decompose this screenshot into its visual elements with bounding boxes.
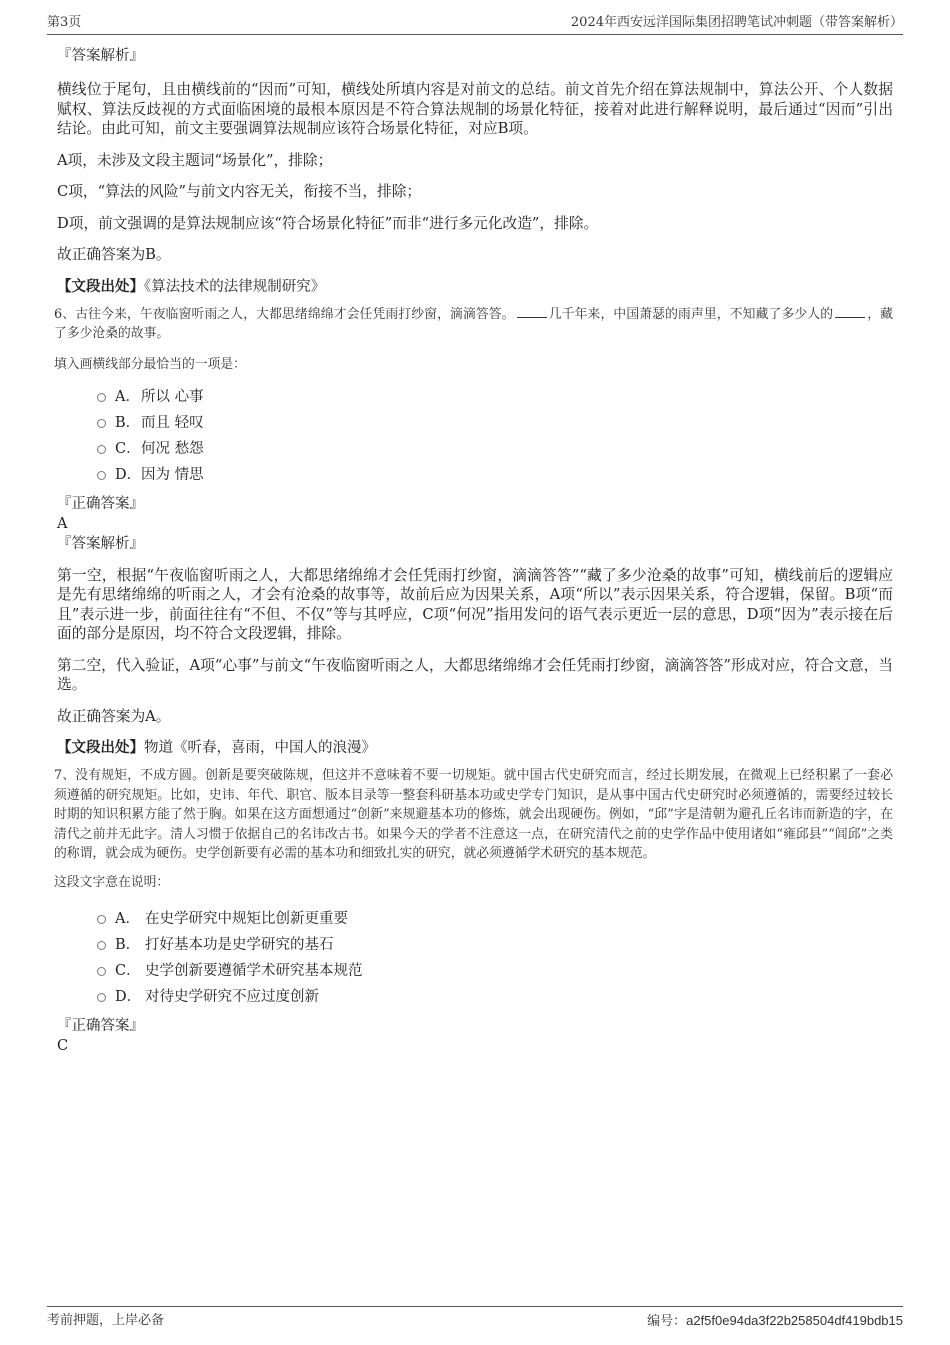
analysis-option-a: A项，未涉及文段主题词“场景化”，排除； — [57, 151, 333, 169]
source-line — [57, 738, 893, 758]
answer-conclusion: 故正确答案为B。 — [57, 246, 171, 263]
option-letter: B． — [115, 936, 141, 953]
option-b[interactable] — [57, 932, 893, 958]
source-label: 【文段出处】 — [57, 277, 144, 295]
option-text: 在史学研究中规矩比创新更重要 — [145, 910, 348, 927]
source-text: 物道《听春，喜雨，中国人的浪漫》 — [144, 740, 376, 756]
page-number: 第3页 — [47, 15, 82, 30]
radio-icon[interactable] — [97, 967, 106, 976]
document-code — [647, 1311, 903, 1332]
option-text: 对待史学研究不应过度创新 — [145, 988, 319, 1005]
radio-icon[interactable] — [97, 941, 106, 950]
question-6-stem — [54, 305, 893, 344]
question-7-stem: 7、没有规矩，不成方圆。创新是要突破陈规，但这并不意味着不要一切规矩。就中国古代史研究而言，经过长期发展，在微观上已经积累了一套必须遵循的研究规矩。比如，史讳、年代、职官、版本目录等一整套科研基本功或史学专门知识，是从事中国古代史研究时必须遵循的，需要经过较长时期的知识积累方能了然于胸。如果在这方面想通过“创新”来规避基本功的修炼，就会出现硬伤。例如，“邱”字是清朝为避孔丘名讳而新造的字，在清代之前并无此字。清人习惯于依据自己的名讳改古书。如果今天的学者不注意这一点，在研究清代之前的史学作品中使用诸如“雍邱县”“闾邱”之类的称谓，就会成为硬伤。史学创新要有必需的基本功和细致扎实的研究，就必须遵循学术研究的基本规范。 — [54, 768, 893, 861]
document-title: 2024年西安远洋国际集团招聘笔试冲刺题（带答案解析） — [570, 15, 903, 30]
option-letter: D． — [115, 988, 142, 1005]
option-text: 打好基本功是史学研究的基石 — [145, 936, 334, 953]
option-letter: D． — [115, 466, 142, 483]
option-d[interactable] — [57, 462, 893, 488]
radio-icon[interactable] — [97, 915, 106, 924]
option-letter: C． — [115, 962, 141, 979]
option-d[interactable] — [57, 984, 893, 1010]
option-c[interactable] — [57, 958, 893, 984]
question-6-stem-part2: 几千年来，中国萧瑟的雨声里，不知藏了多少人的 — [548, 306, 834, 322]
source-text: 《算法技术的法律规制研究》 — [144, 278, 326, 295]
analysis-label: 『答案解析』 — [57, 535, 144, 552]
question-6-stem-part3: ，藏了多少沧桑的故事。 — [54, 306, 893, 341]
option-b[interactable] — [57, 410, 893, 436]
analysis-option-d: D项，前文强调的是算法规制应该“符合场景化特征”而非“进行多元化改造”，排除。 — [57, 214, 599, 232]
source-label: 【文段出处】 — [57, 739, 144, 756]
option-letter: A． — [115, 388, 140, 405]
option-text: 史学创新要遵循学术研究基本规范 — [145, 962, 363, 979]
question-6-prompt: 填入画横线部分最恰当的一项是： — [54, 356, 246, 372]
option-letter: C． — [115, 440, 141, 457]
page-header — [47, 14, 903, 35]
code-value: a2f5f0e94da3f22b258504df419bdb15 — [686, 1313, 903, 1328]
fill-blank-2 — [835, 305, 865, 318]
page-footer — [47, 1306, 903, 1327]
option-text: 而且 轻叹 — [141, 414, 204, 431]
option-c[interactable] — [57, 436, 893, 462]
option-a[interactable] — [57, 906, 893, 932]
radio-icon[interactable] — [97, 393, 106, 402]
radio-icon[interactable] — [97, 419, 106, 428]
question-7-options — [57, 906, 893, 1010]
analysis-paragraph-2: 第二空，代入验证，A项“心事”与前文“午夜临窗听雨之人，大都思绪绵绵才会任凭雨打纱窗，滴滴答答”形成对应，符合文意，当选。 — [57, 656, 893, 693]
option-letter: A． — [115, 910, 140, 927]
correct-answer-value: C — [57, 1037, 69, 1054]
option-letter: B． — [115, 414, 141, 431]
option-text: 何况 愁怨 — [141, 440, 204, 457]
answer-conclusion: 故正确答案为A。 — [57, 707, 171, 725]
footer-slogan: 考前押题，上岸必备 — [47, 1313, 165, 1328]
option-text: 所以 心事 — [141, 388, 204, 405]
question-7-prompt: 这段文字意在说明： — [54, 874, 170, 890]
analysis-paragraph: 横线位于尾句，且由横线前的“因而”可知，横线处所填内容是对前文的总结。前文首先介绍在算法规制中，算法公开、个人数据赋权、算法反歧视的方式面临困境的最根本原因是不符合算法规制的场景化特征，接着对此进行解释说明，最后通过“因而”引出结论。由此可知，前文主要强调算法规制应该符合场景化特征，对应B项。 — [57, 81, 893, 137]
radio-icon[interactable] — [97, 471, 106, 480]
correct-answer-label: 『正确答案』 — [57, 495, 144, 512]
code-label: 编号： — [647, 1314, 687, 1329]
page-content — [54, 46, 893, 1056]
correct-answer-label: 『正确答案』 — [57, 1017, 144, 1034]
analysis-paragraph-1: 第一空，根据“午夜临窗听雨之人，大都思绪绵绵才会任凭雨打纱窗，滴滴答答”“藏了多少沧桑的故事”可知，横线前后的逻辑应是先有思绪绵绵的听雨之人，才会有沧桑的故事等，故前后应为因果关系，A项“所以”表示因果关系，符合逻辑，保留。B项“而且”表示进一步，前面往往有“不但、不仅”等与其呼应，C项“何况”指用发问的语气表示更近一层的意思，D项“因为”表示接在后面的部分是原因，均不符合文段逻辑，排除。 — [57, 566, 893, 642]
radio-icon[interactable] — [97, 993, 106, 1002]
analysis-option-c: C项，“算法的风险”与前文内容无关，衔接不当，排除； — [57, 183, 422, 200]
question-6-stem-part1: 6、古往今来，午夜临窗听雨之人，大都思绪绵绵才会任凭雨打纱窗，滴滴答答。 — [54, 306, 515, 322]
option-a[interactable] — [57, 384, 893, 410]
radio-icon[interactable] — [97, 445, 106, 454]
fill-blank-1 — [517, 305, 547, 318]
correct-answer-value: A — [57, 515, 68, 532]
option-text: 因为 情思 — [141, 466, 204, 483]
source-line — [57, 277, 893, 297]
analysis-label: 『答案解析』 — [57, 48, 144, 64]
question-6-options — [57, 384, 893, 488]
